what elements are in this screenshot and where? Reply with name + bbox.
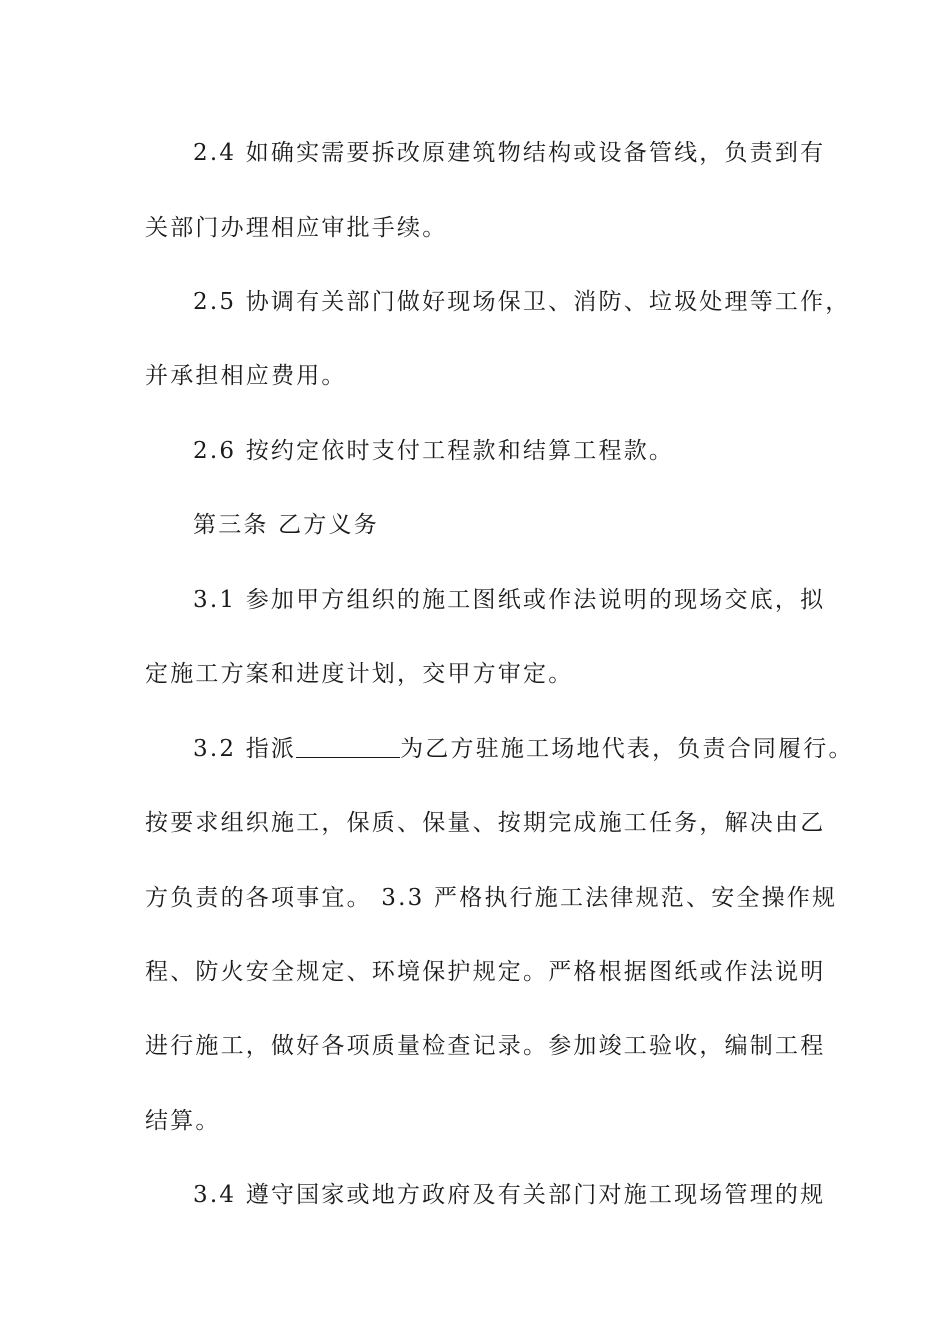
paragraph-line: 2.5 协调有关部门做好现场保卫、消防、垃圾处理等工作， bbox=[193, 289, 851, 315]
clause-prefix: 3.2 指派 bbox=[193, 736, 297, 762]
paragraph-line: 进行施工，做好各项质量检查记录。参加竣工验收，编制工程 bbox=[145, 1033, 826, 1059]
paragraph-line bbox=[193, 734, 854, 764]
paragraph-line: 结算。 bbox=[145, 1108, 221, 1134]
clause-suffix: 为乙方驻施工场地代表，负责合同履行。 bbox=[400, 736, 854, 762]
paragraph-line: 方负责的各项事宜。 3.3 严格执行施工法律规范、安全操作规 bbox=[145, 885, 838, 911]
paragraph-line: 程、防火安全规定、环境保护规定。严格根据图纸或作法说明 bbox=[145, 959, 826, 985]
paragraph-line: 按要求组织施工，保质、保量、按期完成施工任务，解决由乙 bbox=[145, 810, 826, 836]
paragraph-line: 2.6 按约定依时支付工程款和结算工程款。 bbox=[193, 438, 675, 464]
section-heading: 第三条 乙方义务 bbox=[193, 512, 379, 538]
paragraph-line: 并承担相应费用。 bbox=[145, 363, 347, 389]
fill-in-blank bbox=[296, 735, 400, 758]
paragraph-line: 3.4 遵守国家或地方政府及有关部门对施工现场管理的规 bbox=[193, 1182, 826, 1208]
paragraph-line: 2.4 如确实需要拆改原建筑物结构或设备管线，负责到有 bbox=[193, 140, 826, 166]
paragraph-line: 3.1 参加甲方组织的施工图纸或作法说明的现场交底，拟 bbox=[193, 587, 826, 613]
paragraph-line: 定施工方案和进度计划，交甲方审定。 bbox=[145, 661, 574, 687]
paragraph-line: 关部门办理相应审批手续。 bbox=[145, 215, 448, 241]
